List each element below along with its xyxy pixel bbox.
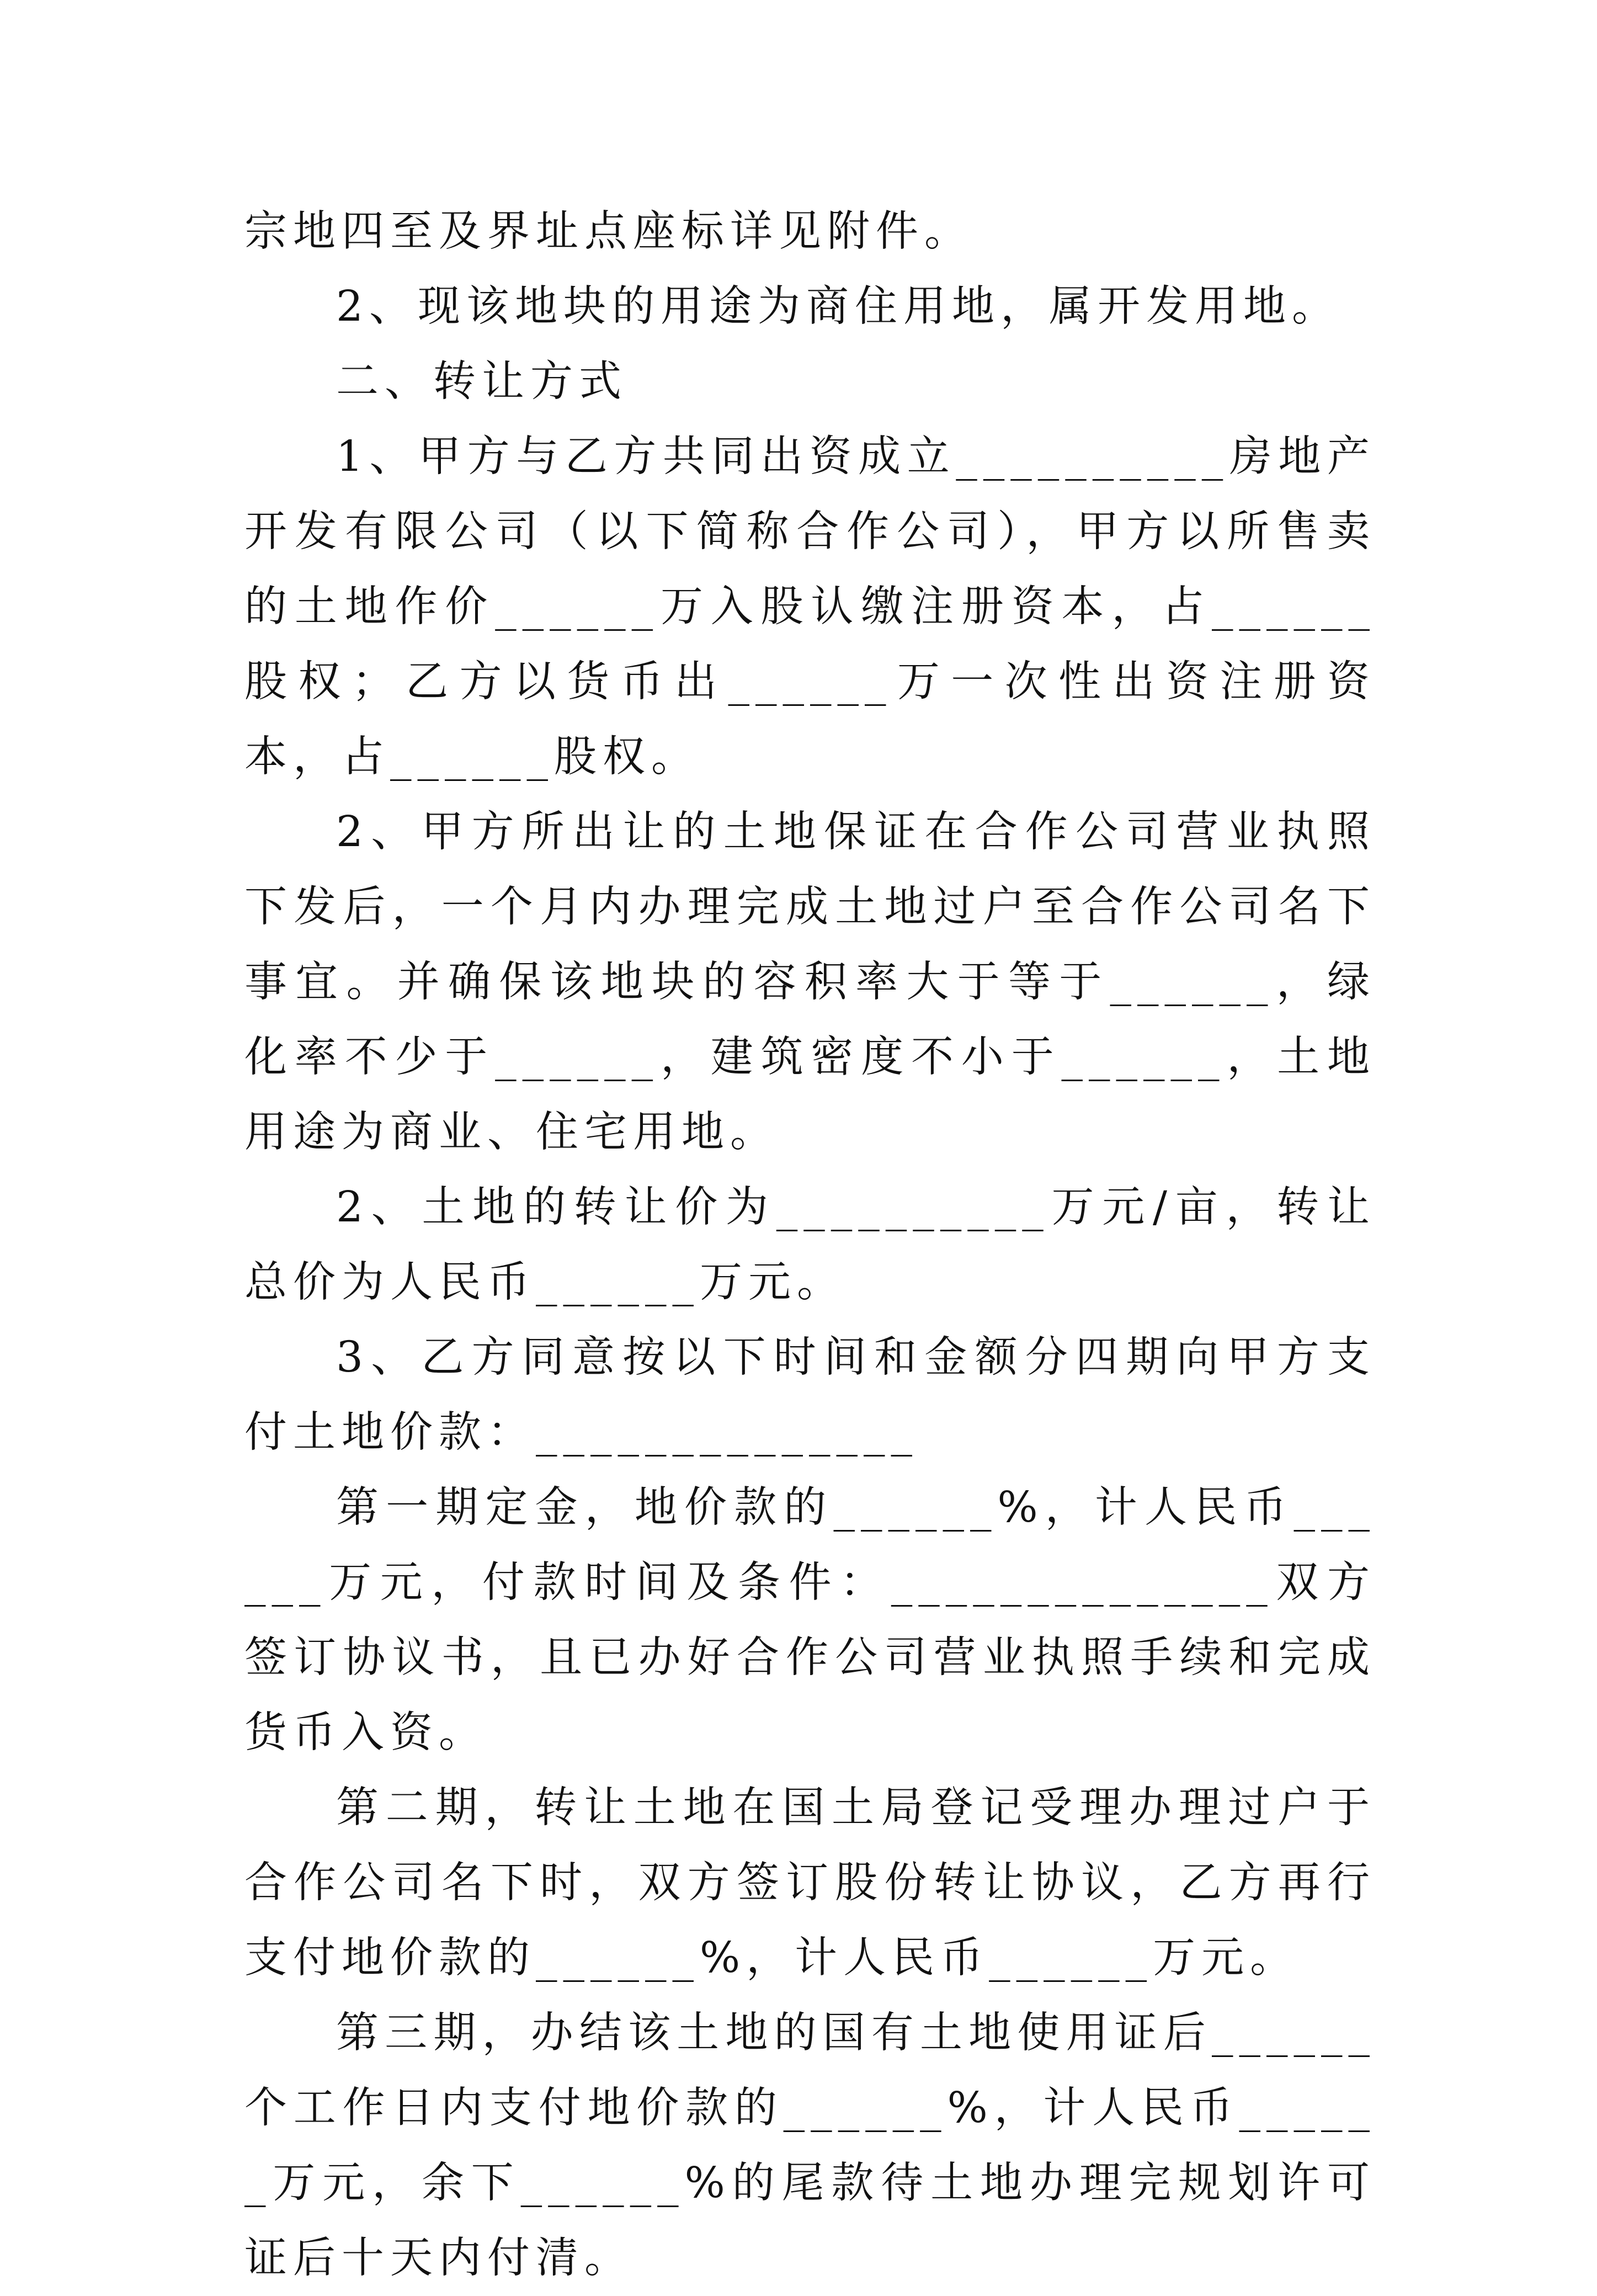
paragraph-third-payment: 第三期，办结该土地的国有土地使用证后______个工作日内支付地价款的______%，计人民币______万元，余下______%的尾款待土地办理完规划许可证后十天内付清。 [244,2008,1376,2283]
section-heading-transfer-method: 二、转让方式 [336,357,627,406]
paragraph-land-guarantee: 2、甲方所出让的土地保证在合作公司营业执照下发后，一个月内办理完成土地过户至合作公司名下事宜。并确保该地块的容积率大于等于______，绿化率不少于______，建筑密度不小于______，土地用途为商业、住宅用地。 [244,807,1376,1157]
document-page [244,194,1376,2296]
paragraph-transfer-price: 2、土地的转让价为__________万元/亩，转让总价为人民币______万元。 [244,1183,1376,1307]
paragraph-boundary-note: 宗地四至及界址点座标详见附件。 [244,207,973,256]
paragraph-joint-company: 1、甲方与乙方共同出资成立__________房地产开发有限公司（以下简称合作公司），甲方以所售卖的土地作价______万入股认缴注册资本，占______股权；乙方以货币出______万一次性出资注册资本，占______股权。 [244,432,1376,782]
paragraph-first-payment: 第一期定金，地价款的______%，计人民币______万元，付款时间及条件：______________双方签订协议书，且已办好合作公司营业执照手续和完成货币入资。 [244,1483,1376,1757]
paragraph-land-use: 2、现该地块的用途为商住用地，属开发用地。 [336,282,1340,331]
paragraph-payment-schedule: 3、乙方同意按以下时间和金额分四期向甲方支付土地价款：______________ [244,1333,1376,1457]
paragraph-second-payment: 第二期，转让土地在国土局登记受理办理过户于合作公司名下时，双方签订股份转让协议，乙方再行支付地价款的______%，计人民币______万元。 [244,1783,1376,1983]
